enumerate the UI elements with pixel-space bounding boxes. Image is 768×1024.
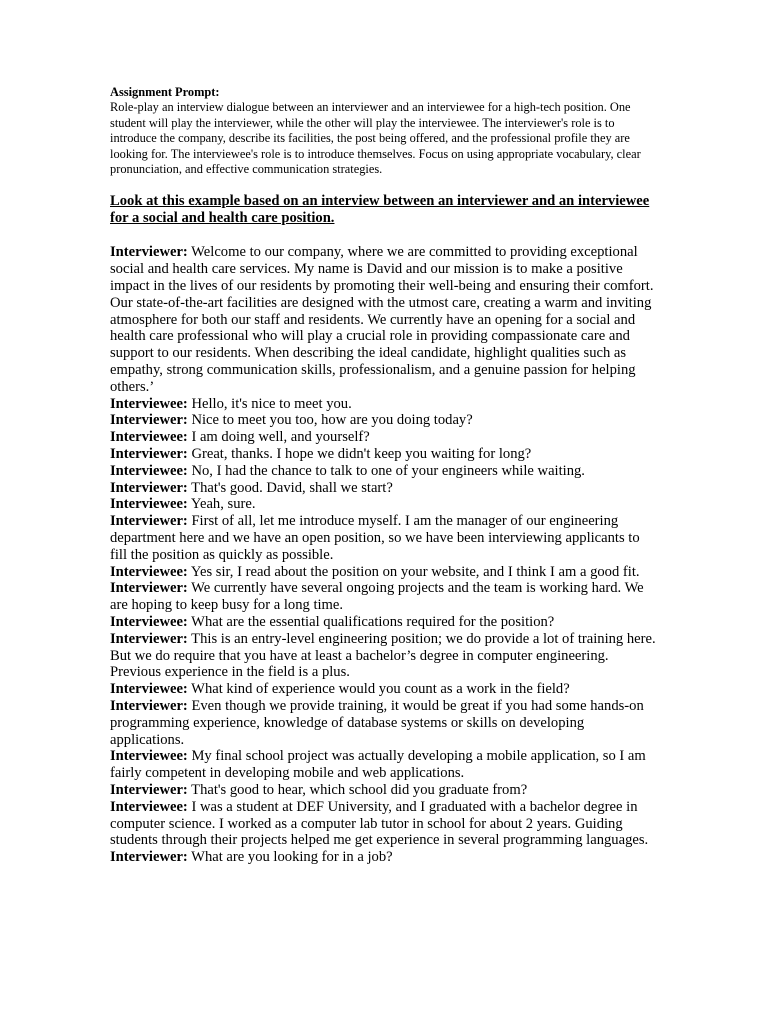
assignment-title: Assignment Prompt:: [110, 85, 220, 99]
turn-text: Nice to meet you too, how are you doing today?: [187, 412, 473, 429]
speaker-label: Interviewee:: [110, 681, 188, 698]
speaker-label: Interviewer:: [110, 781, 188, 798]
turn-text: What are you looking for in a job?: [187, 849, 393, 866]
turn-text: First of all, let me introduce myself. I am the manager of our engineering department here and we have an open position, so we have been interviewing applicants to fill the position as quickly as possible.: [110, 513, 640, 563]
speaker-label: Interviewee:: [110, 496, 188, 513]
turn-text: What kind of experience would you count as a work in the field?: [187, 681, 570, 698]
dialogue-turn: [110, 799, 658, 849]
dialogue-turn: [110, 631, 658, 681]
turn-text: Hello, it's nice to meet you.: [187, 395, 352, 412]
speaker-label: Interviewee:: [110, 563, 188, 580]
speaker-label: Interviewer:: [110, 849, 188, 866]
speaker-label: Interviewee:: [110, 748, 188, 765]
speaker-label: Interviewer:: [110, 412, 188, 429]
turn-text: Yes sir, I read about the position on your website, and I think I am a good fit.: [187, 563, 640, 580]
speaker-label: Interviewer:: [110, 580, 188, 597]
dialogue-turn: [110, 244, 658, 395]
dialogue-turn: [110, 748, 658, 782]
assignment-prompt: [110, 85, 658, 177]
dialogue-turn: [110, 446, 658, 463]
dialogue-turn: [110, 698, 658, 748]
speaker-label: Interviewer:: [110, 630, 188, 647]
turn-text: Great, thanks. I hope we didn't keep you waiting for long?: [187, 446, 532, 462]
dialogue-turn: [110, 480, 658, 497]
dialogue: [110, 244, 658, 865]
turn-text: What are the essential qualifications required for the position?: [187, 613, 555, 630]
turn-text: I am doing well, and yourself?: [187, 429, 370, 446]
turn-text: I was a student at DEF University, and I graduated with a bachelor degree in computer science. I worked as a computer lab tutor in school for about 2 years. Guiding students through their projects helped me get experience in several programming languages.: [110, 798, 649, 849]
document-page: [110, 85, 658, 866]
speaker-label: Interviewee:: [110, 798, 188, 815]
speaker-label: Interviewee:: [110, 395, 188, 412]
assignment-body: Role-play an interview dialogue between an interviewer and an interviewee for a high-tech position. One student will play the interviewer, while the other will play the interviewee. The interviewer's role is to introduce the company, describe its facilities, the post being offered, and the professional profile they are looking for. The interviewee's role is to introduce themselves. Focus on using appropriate vocabulary, clear pronunciation, and effective communication strategies.: [110, 100, 641, 177]
speaker-label: Interviewer:: [110, 244, 188, 261]
dialogue-turn: [110, 396, 658, 413]
turn-text: That's good to hear, which school did you graduate from?: [187, 781, 528, 798]
turn-text: We currently have several ongoing projects and the team is working hard. We are hoping to keep busy for a long time.: [110, 580, 644, 614]
turn-text: This is an entry-level engineering position; we do provide a lot of training here. But we do require that you have at least a bachelor’s degree in computer engineering. Previous experience in the field is a plus.: [110, 630, 656, 681]
dialogue-turn: [110, 564, 658, 581]
speaker-label: Interviewee:: [110, 613, 188, 630]
turn-text: Yeah, sure.: [187, 496, 256, 513]
turn-text: Even though we provide training, it would be great if you had some hands-on programming experience, knowledge of database systems or skills on developing applications.: [110, 697, 644, 748]
turn-text: That's good. David, shall we start?: [187, 479, 393, 496]
speaker-label: Interviewer:: [110, 479, 188, 496]
dialogue-turn: [110, 463, 658, 480]
speaker-label: Interviewer:: [110, 513, 188, 530]
dialogue-turn: [110, 412, 658, 429]
dialogue-turn: [110, 849, 658, 866]
speaker-label: Interviewer:: [110, 697, 188, 714]
dialogue-turn: [110, 782, 658, 799]
dialogue-turn: [110, 681, 658, 698]
speaker-label: Interviewee:: [110, 429, 188, 446]
speaker-label: Interviewer:: [110, 446, 188, 462]
example-heading: Look at this example based on an interview between an interviewer and an interviewee for a social and health care position.: [110, 193, 650, 227]
turn-text: My final school project was actually developing a mobile application, so I am fairly competent in developing mobile and web applications.: [110, 748, 646, 782]
dialogue-turn: [110, 496, 658, 513]
turn-text: Welcome to our company, where we are committed to providing exceptional social and health care services. My name is David and our mission is to make a positive impact in the lives of our residents by promoting their well-being and ensuring their comfort. Our state-of-the-art facilities are designed with the utmost care, creating a warm and inviting atmosphere for both our staff and residents. We currently have an opening for a social and health care professional who will play a crucial role in providing compassionate care and support to our residents. When describing the ideal candidate, highlight qualities such as empathy, strong communication skills, professionalism, and a genuine passion for helping others.’: [110, 244, 654, 395]
dialogue-turn: [110, 513, 658, 563]
dialogue-turn: [110, 614, 658, 631]
speaker-label: Interviewee:: [110, 462, 188, 479]
dialogue-turn: [110, 580, 658, 614]
dialogue-turn: [110, 429, 658, 446]
turn-text: No, I had the chance to talk to one of your engineers while waiting.: [187, 462, 585, 479]
